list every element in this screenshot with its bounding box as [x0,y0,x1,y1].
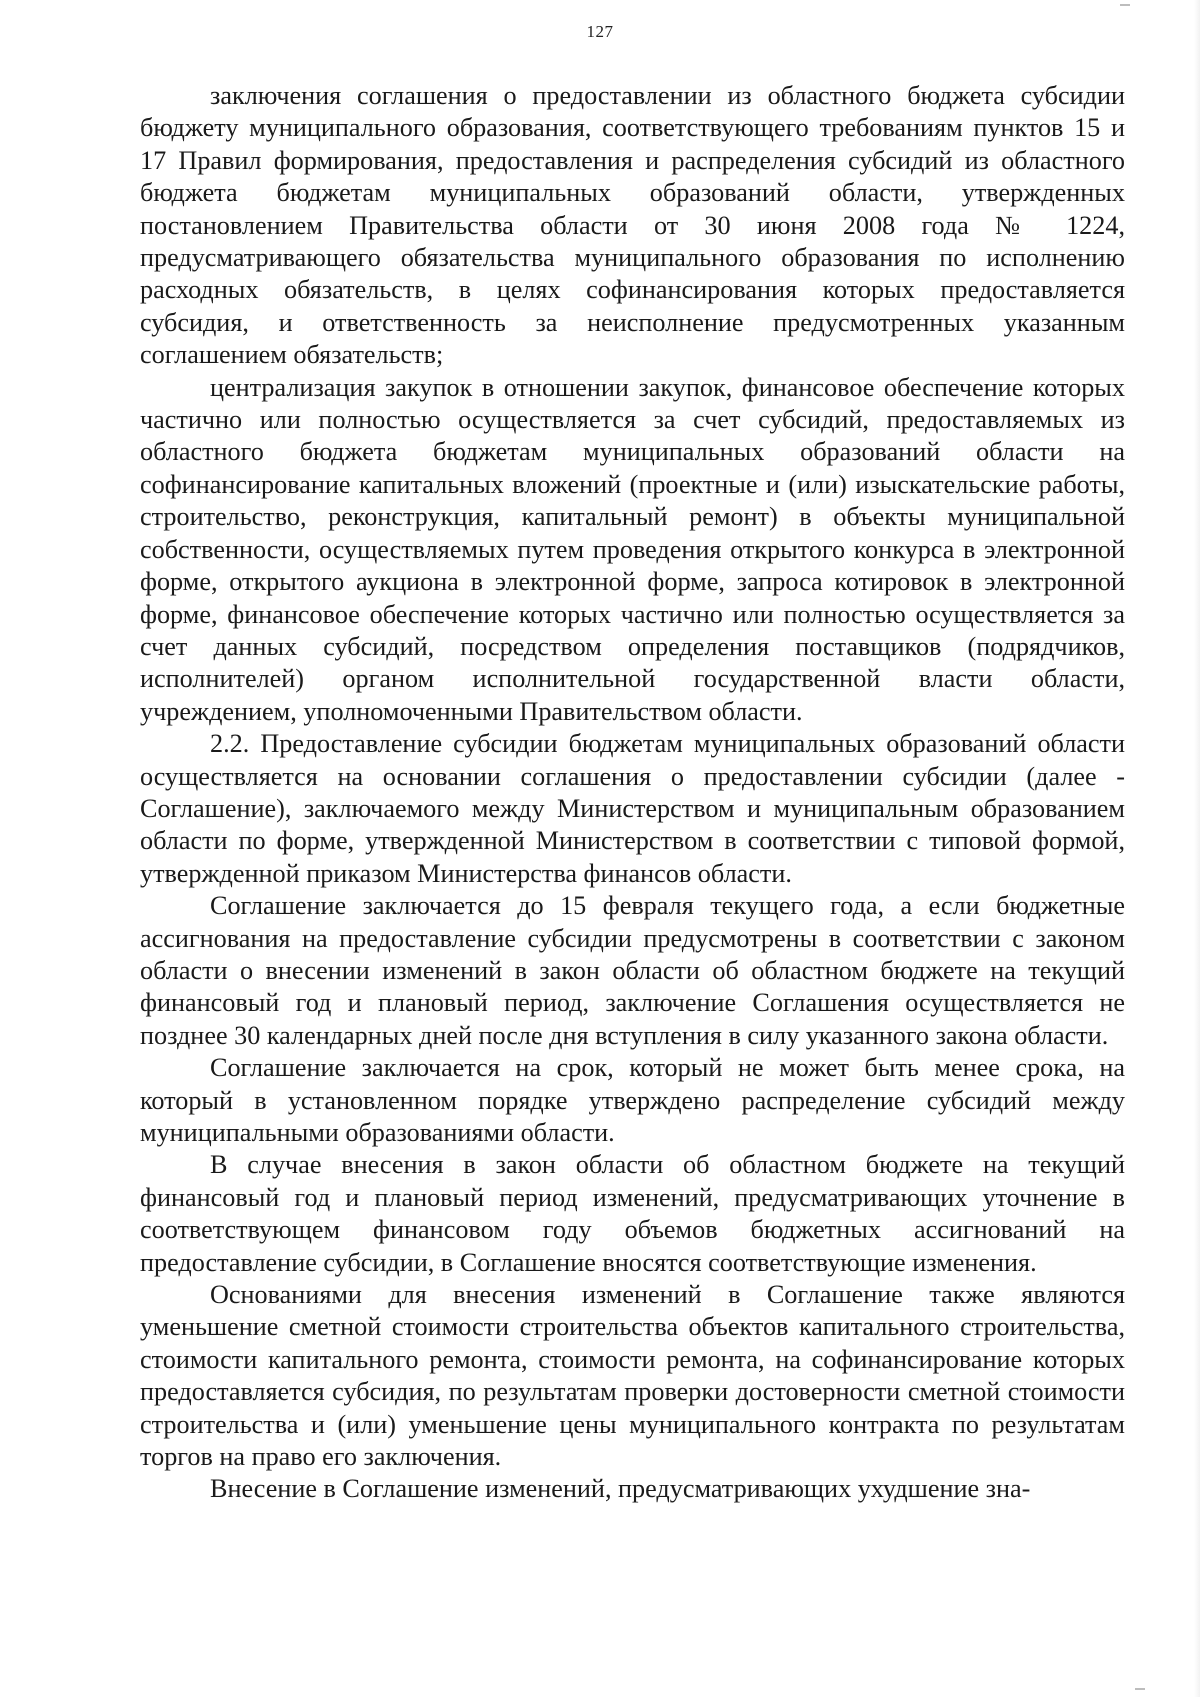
scan-edge-shadow [1194,0,1200,1697]
paragraph-budget-amendments: В случае внесения в закон области об областном бюджете на текущий финансовый год и плановый период изменений, предусматривающих уточнение в соответствующем финансовом году объемов бюджетных ассигнований на предоставление субсидии, в Соглашение вносятся соответствующие изменения. [140,1150,1125,1277]
scan-artifact-top [1120,4,1130,6]
paragraph-grounds-for-changes: Основаниями для внесения изменений в Соглашение также являются уменьшение сметной стоимости строительства объектов капитального строительства, стоимости капитального ремонта, стоимости ремонта, на софинансирование которых предоставляется субсидия, по результатам проверки достоверности сметной стоимости строительства и (или) уменьшение цены муниципального контракта по результатам торгов на право его заключения. [140,1280,1125,1472]
paragraph-agreement-deadline: Соглашение заключается до 15 февраля текущего года, а если бюджетные ассигнования на предоставление субсидии предусмотрены в соответствии с законом области о внесении изменений в закон области об областном бюджете на текущий финансовый год и плановый период, заключение Соглашения осуществляется не позднее 30 календарных дней после дня вступления в силу указанного закона области. [140,891,1125,1050]
paragraph-agreement-term: Соглашение заключается на срок, который не может быть менее срока, на который в установленном порядке утверждено распределение субсидий между муниципальными образованиями области. [140,1053,1125,1147]
scan-artifact-bottom [1135,1688,1145,1690]
document-body [140,80,1125,1506]
paragraph-deterioration-changes: Внесение в Соглашение изменений, предусматривающих ухудшение зна- [210,1474,1031,1504]
paragraph-procurement-centralization: централизация закупок в отношении закупок, финансовое обеспечение которых частично или полностью осуществляется за счет субсидий, предоставляемых из областного бюджета бюджетам муниципальных образований области на софинансирование капитальных вложений (проектные и (или) изыскательские работы, строительство, реконструкция, капитальный ремонт) в объекты муниципальной собственности, осуществляемых путем проведения открытого конкурса в электронной форме, открытого аукциона в электронной форме, запроса котировок в электронной форме, финансовое обеспечение которых частично или полностью осуществляется за счет данных субсидий, посредством определения поставщиков (подрядчиков, исполнителей) органом исполнительной государственной власти области, учреждением, уполномоченными Правительством области. [140,372,1125,726]
page-number: 127 [586,22,614,41]
paragraph-agreement-conclusion: заключения соглашения о предоставлении из областного бюджета субсидии бюджету муниципального образования, соответствующего требованиям пунктов 15 и 17 Правил формирования, предоставления и распределения субсидий из областного бюджета бюджетам муниципальных образований области, утвержденных постановлением Правительства области от 30 июня 2008 года № 1224, предусматривающего обязательства муниципального образования по исполнению расходных обязательств, в целях софинансирования которых предоставляется субсидия, и ответственность за неисполнение предусмотренных указанным соглашением обязательств; [140,81,1125,370]
paragraph-section-2-2: 2.2. Предоставление субсидии бюджетам муниципальных образований области осуществляется на основании соглашения о предоставлении субсидии (далее - Соглашение), заключаемого между Министерством и муниципальным образованием области по форме, утвержденной Министерством в соответствии с типовой формой, утвержденной приказом Министерства финансов области. [140,729,1125,888]
